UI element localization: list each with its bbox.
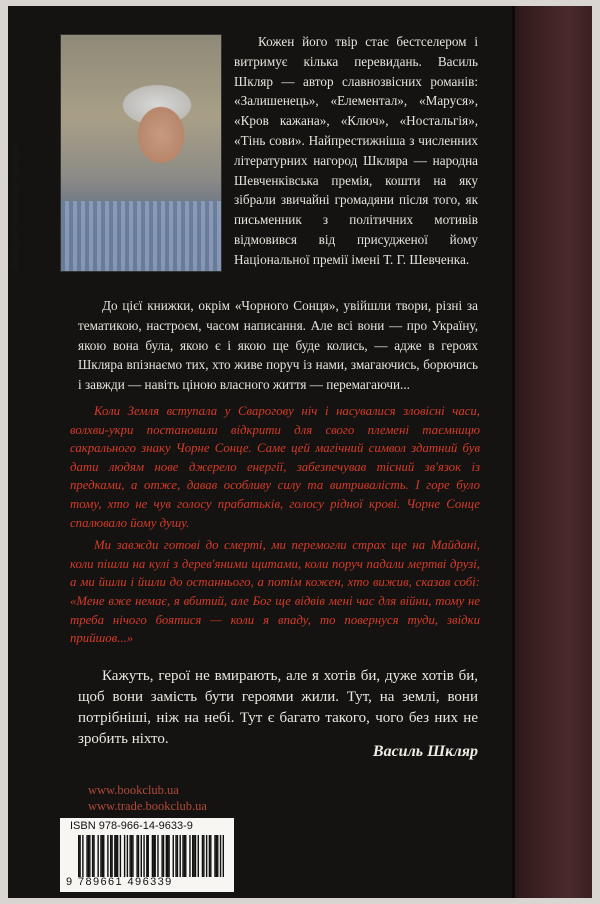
barcode-bar [120,835,121,877]
barcode-bar [182,835,183,877]
barcode-bar [103,835,104,877]
red-excerpt-1: Коли Земля вступала у Сварогову ніч і насувалися зловісні часи, волхви-укри постановили відкрити для свого племені таємницю сакрального знаку Чорне Сонце. Саме цей магічний символ здатний був дати людям нове джерело енергії, забезпечував тісний зв'язок із предками, а отже, давав особливу силу та витривалість. І горе було тому, хто не чув голосу прабатьків, голосу рідної крові. Чорне Сонце спалювало йому душу. [70,404,480,530]
url-trade-bookclub[interactable]: www.trade.bookclub.ua [88,799,207,813]
barcode-bar [107,835,108,877]
barcode-bar [153,835,154,877]
barcode-bar [216,835,217,877]
barcode-bar [189,835,190,877]
barcode-bar [141,835,142,877]
barcode-bar [129,835,130,877]
barcode-bar [177,835,178,877]
barcode-bar [92,835,93,877]
isbn-number: ISBN 978-966-14-9633-9 [70,820,193,832]
barcode-bar [136,835,137,877]
barcode-bar [223,835,224,877]
barcode-bar [124,835,125,877]
barcode-bar [89,835,90,877]
barcode-bar [116,835,117,877]
barcode-bar [184,835,185,877]
barcode-bar [93,835,94,877]
barcode-bar [206,835,207,877]
barcode-bar [102,835,103,877]
barcode-bar [88,835,89,877]
author-photo-shirt [61,201,221,271]
barcode-bar [202,835,203,877]
barcode-bar [203,835,204,877]
barcode-bar [210,835,211,877]
barcode-bar [97,835,98,877]
barcode-bar [175,835,176,877]
barcode-bar [114,835,115,877]
book-intro [78,296,478,395]
barcode-bar [78,835,79,877]
barcode-bar [192,835,193,877]
barcode-bar [168,835,169,877]
barcode-bar [193,835,194,877]
book-back-cover [8,6,592,898]
url-bookclub[interactable]: www.bookclub.ua [88,783,179,797]
barcode-bar [127,835,128,877]
barcode-bar [214,835,215,877]
barcode-bar [146,835,147,877]
barcode-bar [132,835,133,877]
barcode-bar [195,835,196,877]
barcode-bar [86,835,87,877]
barcode-bar [209,835,210,877]
barcode-bar [173,835,174,877]
barcode-bar [100,835,101,877]
barcode-bar [198,835,199,877]
barcode-bars [78,835,224,877]
author-quote-text: Кажуть, герої не вмирають, але я хотів би, дуже хотів би, щоб вони замість бути героями жили. Тут, на землі, вони потрібніші, ніж на небі. Тут є багато такого, чого без них не зробить ніхто. [78,668,478,747]
barcode-bar [217,835,218,877]
barcode-bar [154,835,155,877]
barcode-bar [152,835,153,877]
barcode-bar [117,835,118,877]
barcode-bar [110,835,111,877]
author-bio [234,32,478,270]
publisher-urls [88,782,288,814]
barcode-panel [60,818,234,892]
barcode-bar [131,835,132,877]
barcode-bar [166,835,167,877]
barcode-bar [111,835,112,877]
book-spine [512,6,592,898]
barcode-bar [82,835,83,877]
barcode-bar [143,835,144,877]
book-intro-text: До цієї книжки, окрім «Чорного Сонця», увійшли твори, різні за тематикою, настроєм, часом написання. Але всі вони — про Україну, якою вона була, якою є і якою ще буде колись, — адже в героях Шкляра впізнаємо тих, хто живе поруч із нами, змагаючись, борючись і завжди — навіть ціною власного життя — перемагаючи... [78,298,478,393]
barcode-bar [163,835,164,877]
author-signature: Василь Шкляр [372,743,478,760]
barcode-bar [220,835,221,877]
barcode-bar [180,835,181,877]
author-quote [78,666,478,750]
barcode-bar [79,835,80,877]
author-photo [60,34,222,272]
barcode-digits: 9 789661 496339 [66,876,173,888]
barcode-bar [167,835,168,877]
barcode-bar [148,835,149,877]
red-excerpt-2: Ми завжди готові до смерті, ми перемогли страх ще на Майдані, коли пішли на кулі з дерев'яними щитами, коли поруч падали мертві друзі, а ми йшли і йшли до останнього, а потім кожен, хто вижив, сказав собі: «Мене вже немає, я вбитий, але Бог ще відвів мені час для війни, тому не треба нічого боятися — коли я впаду, то повернуся туди, звідки прийшов...» [70,538,480,646]
red-excerpts [70,402,480,652]
barcode-bar [138,835,139,877]
barcode-bar [157,835,158,877]
photo-credit: Фото люб'язно надано автором [10,140,20,270]
barcode-bar [185,835,186,877]
barcode-bar [161,835,162,877]
author-bio-text: Кожен його твір стає бестселером і витримує кілька перевидань. Василь Шкляр — автор славнозвісних романів: «Залишенець», «Елементал», «Маруся», «Кров кажана», «Ключ», «Ностальгія», «Тінь сови». Найпрестижніша з численних літературних нагород Шкляра — народна Шевченківська премія, кошти на яку зібрали звичайні громадяни після того, як письменник з політичних мотивів відмовився від присудженої йому Національної премії імені Т. Г. Шевченка. [234,34,478,267]
